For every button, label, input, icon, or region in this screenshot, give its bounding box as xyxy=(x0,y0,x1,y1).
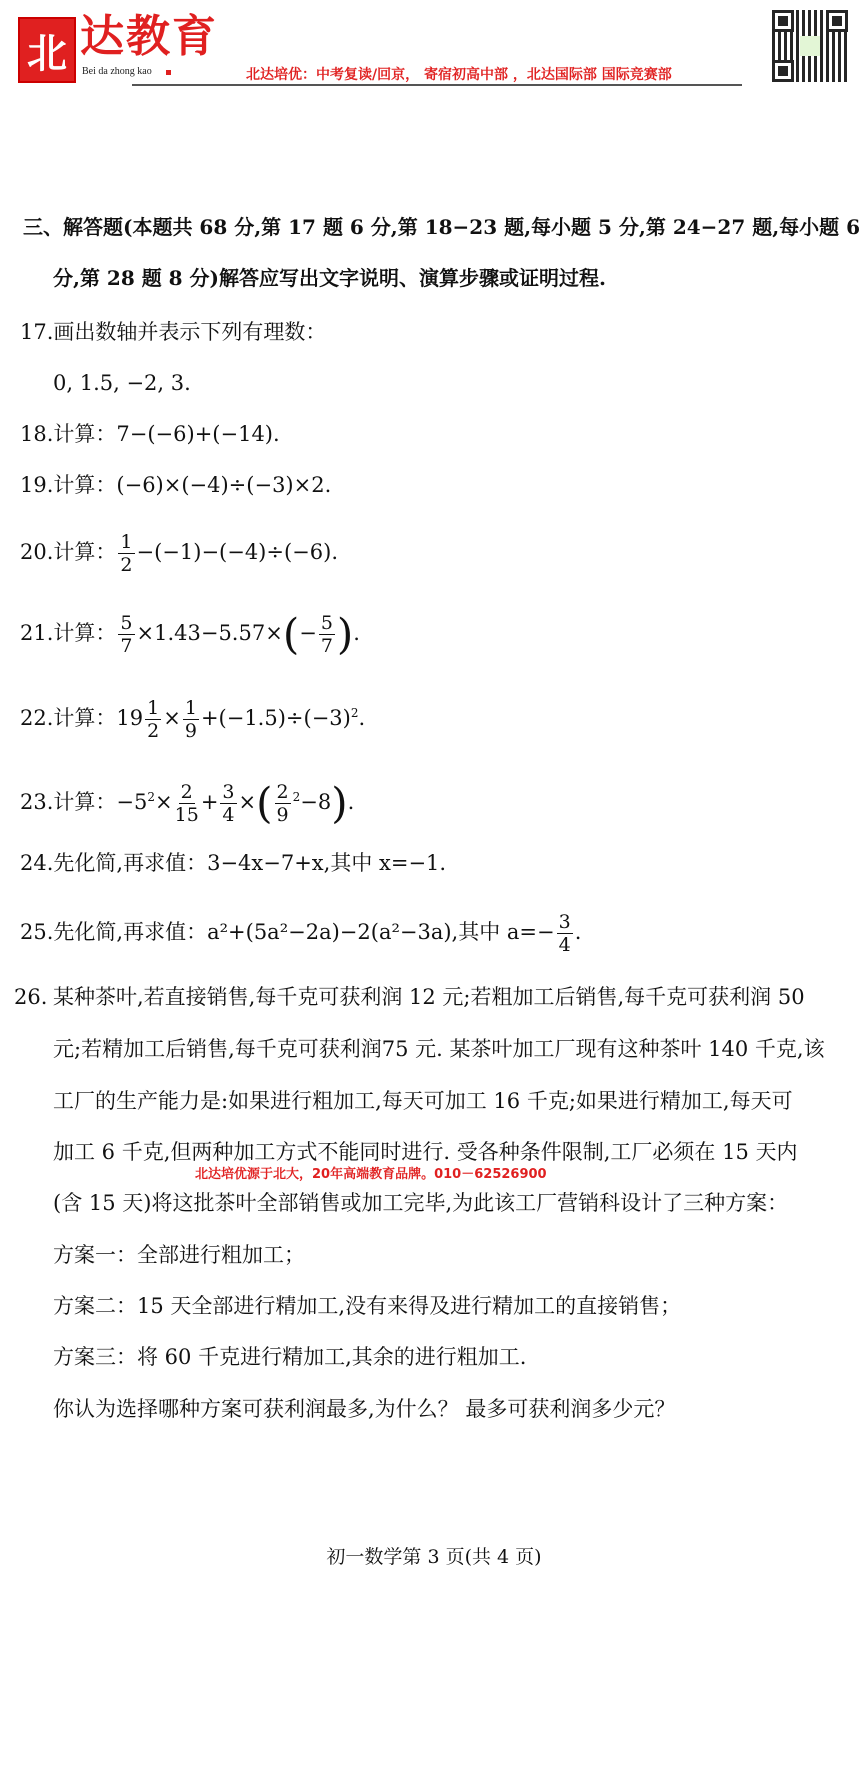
watermark: 北达培优源于北大，20年高端教育品牌。010－62526900 xyxy=(195,1167,547,1182)
header-slogan: 北达培优：中考复读/回京， 寄宿初高中部 ，北达国际部 国际竞赛部 xyxy=(246,67,672,83)
question-22: 22.计算：19 $\frac{1}{2}$ × $\frac{1}{9}$ $+(-1.5)\div(-3)^2$. xyxy=(20,697,366,742)
qr-code-icon xyxy=(772,10,848,82)
header-divider xyxy=(132,84,742,86)
logo-square-icon xyxy=(166,70,171,75)
logo-mark xyxy=(18,17,76,83)
question-19: 19.计算：(−6)×(−4)÷(−3)×2. xyxy=(20,473,332,497)
question-26-line: 加工 6 千克,但两种加工方式不能同时进行. 受各种条件限制,工厂必须在 15 天内 xyxy=(53,1140,798,1164)
question-26-line: 工厂的生产能力是:如果进行粗加工,每天可加工 16 千克;如果进行精加工,每天可 xyxy=(53,1089,793,1113)
question-26-option-2: 方案二：15 天全部进行精加工,没有来得及进行精加工的直接销售； xyxy=(53,1294,682,1318)
question-26-option-1: 方案一：全部进行粗加工； xyxy=(53,1243,305,1267)
question-17: 17.画出数轴并表示下列有理数： xyxy=(20,320,327,344)
question-25: 25.先化简,再求值：a²+(5a²−2a)−2(a²−3a),其中 a=− $\frac{3}{4}$ . xyxy=(20,911,582,956)
fraction: $\frac{1}{2}$ xyxy=(120,531,133,576)
question-21: 21.计算： $\frac{5}{7}$ ×1.43−5.57×(− $\frac{5}{7}$ ). xyxy=(20,609,360,659)
question-24: 24.先化简,再求值：3−4x−7+x,其中 x=−1. xyxy=(20,851,447,875)
question-26-line: (含 15 天)将这批茶叶全部销售或加工完毕,为此该工厂营销科设计了三种方案： xyxy=(53,1191,789,1215)
question-26-question: 你认为选择哪种方案可获利润最多,为什么？ 最多可获利润多少元？ xyxy=(53,1397,676,1421)
question-26-number: 26. xyxy=(14,985,48,1009)
logo-text: 达教育 xyxy=(80,11,218,62)
section-heading: 三、解答题(本题共 68 分,第 17 题 6 分,第 18−23 题,每小题 5 分,第 24−27 题,每小题 6 xyxy=(23,215,861,239)
page-footer: 初一数学第 3 页(共 4 页) xyxy=(326,1546,542,1568)
question-26-line: 某种茶叶,若直接销售,每千克可获利润 12 元;若粗加工后销售,每千克可获利润 50 xyxy=(53,985,805,1009)
question-23: 23.计算：$-5^2\times$ $\frac{2}{15}$ + $\frac{3}{4}$ ×( $\frac{2}{9}$ $^2$−8). xyxy=(20,778,355,828)
question-26-line: 元;若精加工后销售,每千克可获利润75 元. 某茶叶加工厂现有这种茶叶 140 千克,该 xyxy=(53,1037,825,1061)
section-heading-cont: 分,第 28 题 8 分)解答应写出文字说明、演算步骤或证明过程. xyxy=(53,266,606,290)
logo-subtitle: Bei da zhong kao xyxy=(82,66,152,77)
question-17-values: 0, 1.5, −2, 3. xyxy=(53,371,191,395)
question-18: 18.计算：7−(−6)+(−14). xyxy=(20,422,280,446)
logo-char: 北 xyxy=(27,30,67,77)
question-20: 20.计算： $\frac{1}{2}$ −(−1)−(−4)÷(−6). xyxy=(20,531,338,576)
question-26-option-3: 方案三：将 60 千克进行精加工,其余的进行粗加工. xyxy=(53,1345,527,1369)
